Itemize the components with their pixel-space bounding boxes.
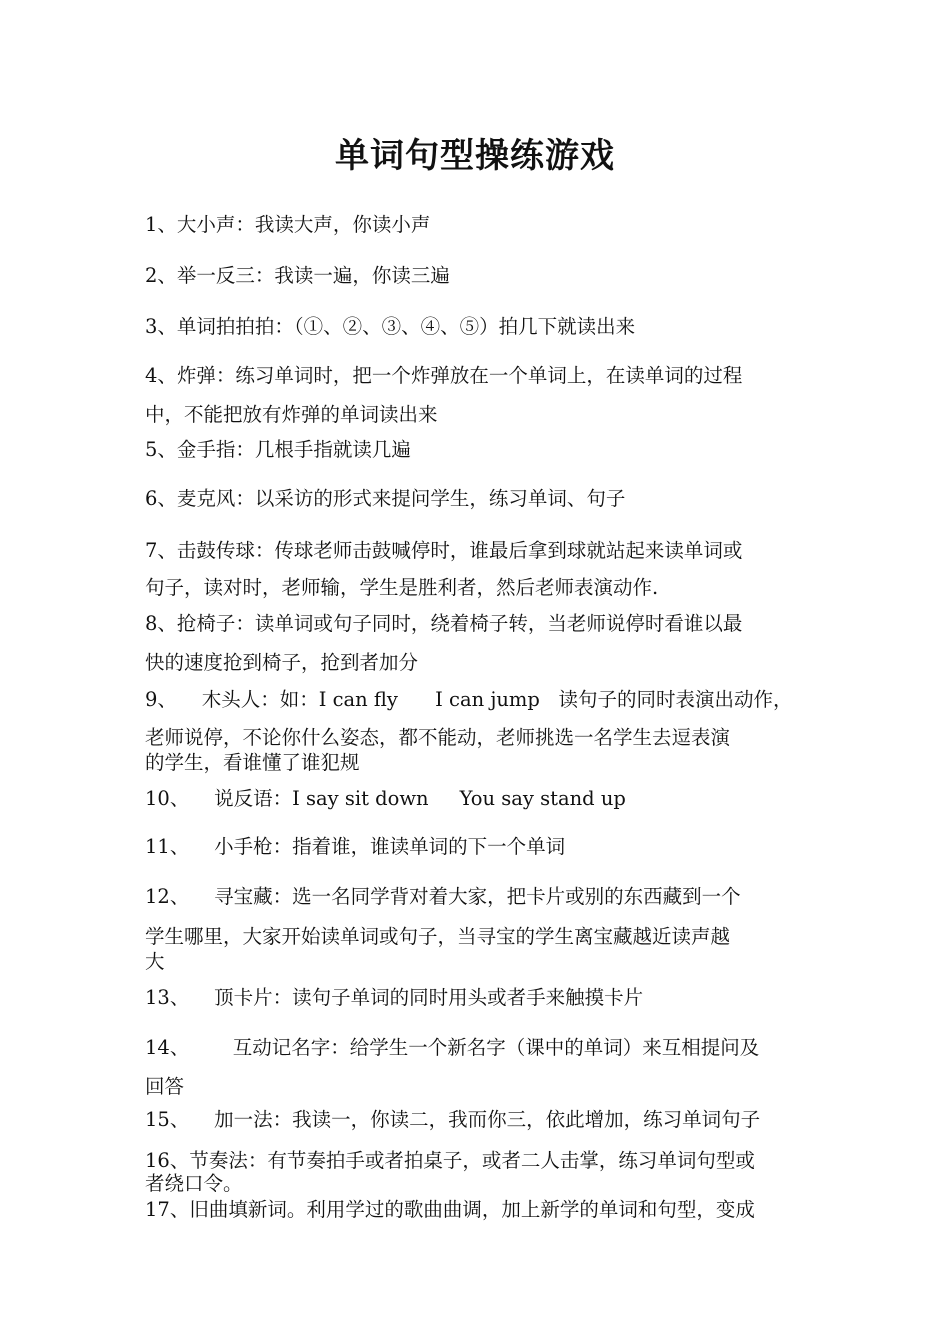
list-item: 大 xyxy=(145,950,165,973)
list-item: 16、节奏法：有节奏拍手或者拍桌子，或者二人击掌，练习单词句型或 xyxy=(145,1149,755,1172)
list-item: 老师说停，不论你什么姿态，都不能动，老师挑选一名学生去逗表演 xyxy=(145,726,731,749)
list-item: 11、 小手枪：指着谁，谁读单词的下一个单词 xyxy=(145,835,566,858)
list-item: 回答 xyxy=(145,1075,185,1098)
list-item: 8、抢椅子：读单词或句子同时，绕着椅子转，当老师说停时看谁以最 xyxy=(145,612,743,635)
list-item: 句子，读对时，老师输，学生是胜利者，然后老师表演动作. xyxy=(145,576,659,599)
list-item: 4、炸弹：练习单词时，把一个炸弹放在一个单词上，在读单词的过程 xyxy=(145,364,743,387)
list-item: 14、 互动记名字：给学生一个新名字（课中的单词）来互相提问及 xyxy=(145,1036,760,1059)
list-item: 7、击鼓传球：传球老师击鼓喊停时，谁最后拿到球就站起来读单词或 xyxy=(145,539,743,562)
list-item: 13、 顶卡片：读句子单词的同时用头或者手来触摸卡片 xyxy=(145,986,644,1009)
list-item: 10、 说反语：I say sit down You say stand up xyxy=(145,787,626,810)
list-item: 的学生，看谁懂了谁犯规 xyxy=(145,751,360,774)
list-item: 3、单词拍拍拍：（①、②、③、④、⑤）拍几下就读出来 xyxy=(145,315,636,338)
list-item: 9、 木头人：如：I can fly I can jump 读句子的同时表演出动作， xyxy=(145,688,793,711)
list-item: 1、大小声：我读大声，你读小声 xyxy=(145,213,431,236)
list-item: 中，不能把放有炸弹的单词读出来 xyxy=(145,403,438,426)
list-item: 15、 加一法：我读一，你读二，我而你三，依此增加，练习单词句子 xyxy=(145,1108,761,1131)
list-item: 5、金手指：几根手指就读几遍 xyxy=(145,438,411,461)
list-item: 17、旧曲填新词。利用学过的歌曲曲调，加上新学的单词和句型，变成 xyxy=(145,1198,755,1221)
list-item: 快的速度抢到椅子，抢到者加分 xyxy=(145,651,419,674)
list-item: 12、 寻宝藏：选一名同学背对着大家，把卡片或别的东西藏到一个 xyxy=(145,885,741,908)
page-title: 单词句型操练游戏 xyxy=(335,136,615,176)
list-item: 者绕口令。 xyxy=(145,1172,243,1195)
list-item: 6、麦克风：以采访的形式来提问学生，练习单词、句子 xyxy=(145,487,626,510)
list-item: 学生哪里，大家开始读单词或句子，当寻宝的学生离宝藏越近读声越 xyxy=(145,925,731,948)
list-item: 2、举一反三：我读一遍，你读三遍 xyxy=(145,264,450,287)
